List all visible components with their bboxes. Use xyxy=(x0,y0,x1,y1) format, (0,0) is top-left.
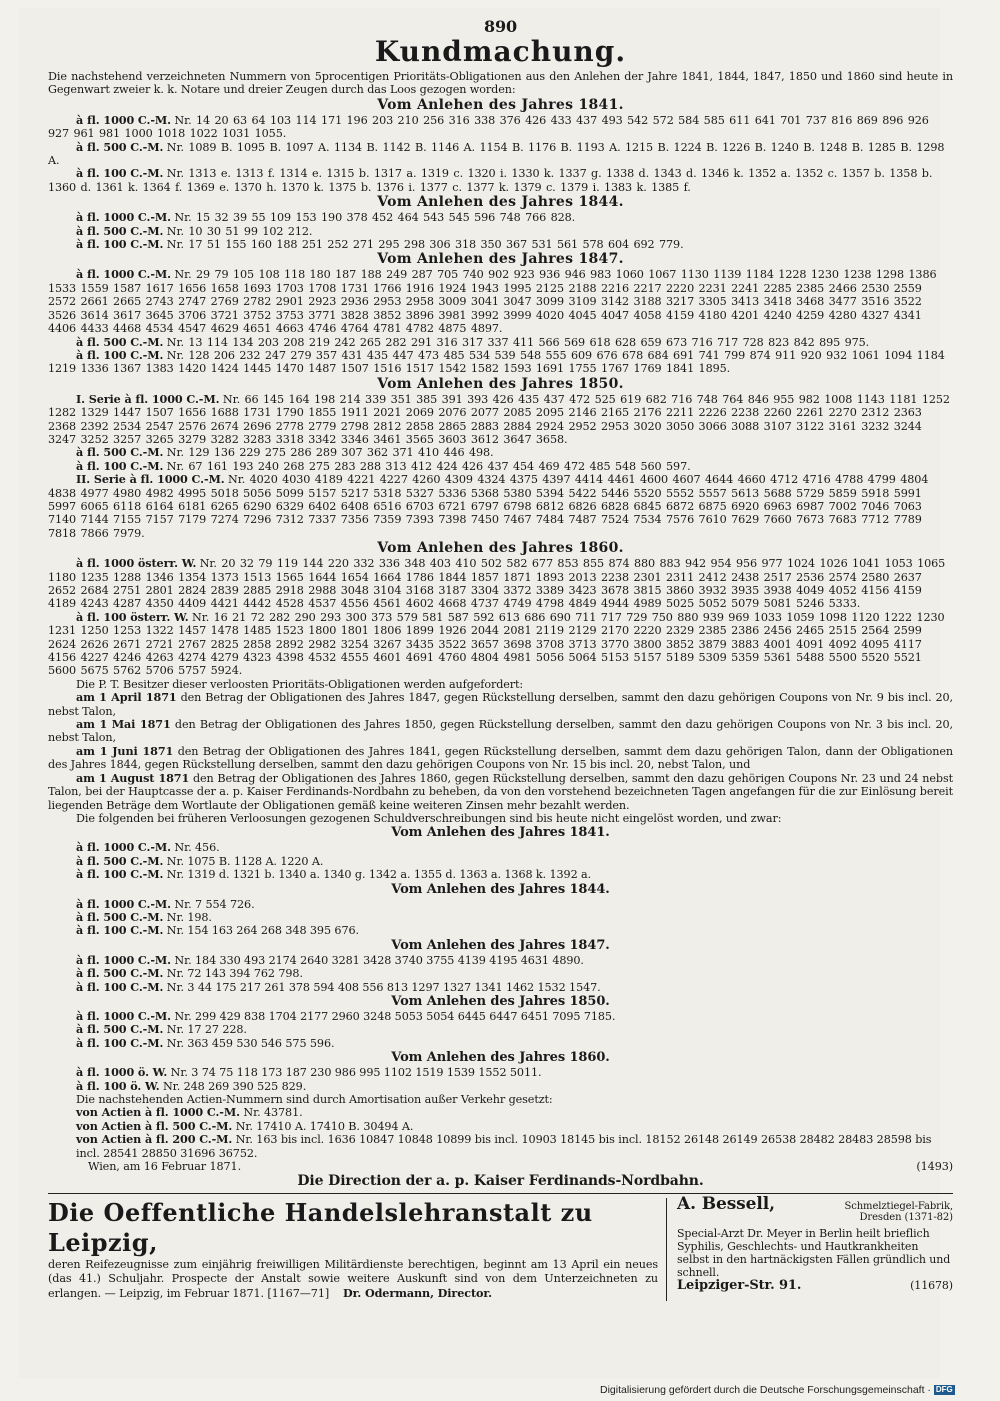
lot-numbers: Nr. 1089 B. 1095 B. 1097 A. 1134 B. 1142 B. 1146 A. 1154 B. 1176 B. 1193 A. 1215 B. 1224 B. 1226 B. 1240 B. 1248 B. 1285 B. 1298 A. xyxy=(48,140,945,168)
outstanding-label: à fl. 100 C.-M. xyxy=(76,923,164,938)
outstanding-numbers: Nr. 198. xyxy=(166,910,212,924)
intro-text: Die nachstehend verzeichneten Nummern von 5procentigen Prioritäts-Obligationen aus den Anlehen der Jahre 1841, 1844, 1847, 1850 und 1860 sind heute in Gegenwart zweier k. k. Notare und dreier Zeugen durch das Loos gezogen worden: xyxy=(48,70,953,97)
lot-numbers: Nr. 16 21 72 282 290 293 300 373 579 581 587 592 613 686 690 711 717 729 750 880 939 969 1033 1059 1098 1120 1222 1230 1231 1250 1253 1322 1457 1478 1485 1523 1800 1801 1806 1899 1926 2044 2081 2119 2129 2170 2220 2329 2385 2386 2456 2465 2515 2564 2599 2624 2626 2671 2721 2767 2825 2858 2892 2982 3254 3267 3435 3522 3657 3698 3708 3713 3770 3800 3852 3879 3883 4001 4091 4092 4095 4117 4156 4227 4246 4263 4274 4279 4323 4398 4532 4555 4601 4691 4760 4804 4981 5056 5064 5153 5157 5189 5309 5359 5361 5488 5500 5520 5521 5600 5675 5762 5706 5757 5924. xyxy=(48,610,945,678)
outstanding-label: à fl. 1000 ö. W. xyxy=(76,1065,168,1080)
outstanding-row xyxy=(76,868,953,881)
lot-label: à fl. 100 C.-M. xyxy=(76,347,164,362)
outstanding-label: à fl. 100 ö. W. xyxy=(76,1078,160,1093)
place-date: Wien, am 16 Februar 1871. xyxy=(88,1160,242,1174)
ad-body xyxy=(48,1258,658,1301)
outstanding-row xyxy=(76,981,953,994)
outstanding-label: à fl. 500 C.-M. xyxy=(76,853,164,868)
dfg-logo: DFG xyxy=(935,1385,953,1395)
redemption-text: den Betrag der Obligationen des Jahres 1850, gegen Rückstellung derselben, sammt den dazu gehörigen Coupons von Nr. 3 bis incl. 20, nebst Talon, xyxy=(48,718,953,745)
lot-label: à fl. 500 C.-M. xyxy=(76,139,164,154)
outstanding-row xyxy=(76,855,953,868)
actien-label: von Actien à fl. 500 C.-M. xyxy=(76,1118,233,1133)
advertisements xyxy=(48,1193,953,1301)
actien-row xyxy=(76,1106,953,1119)
actien-numbers: Nr. 43781. xyxy=(243,1106,303,1120)
redemption-item xyxy=(48,718,953,745)
lot-label: à fl. 1000 C.-M. xyxy=(76,267,171,282)
actien-row xyxy=(76,1133,953,1160)
lot-numbers: Nr. 67 161 193 240 268 275 283 288 313 412 424 426 437 454 469 472 485 548 560 597. xyxy=(166,459,691,473)
ad-handelslehranstalt xyxy=(48,1198,667,1301)
lot-numbers: Nr. 10 30 51 99 102 212. xyxy=(166,224,313,238)
lot-group xyxy=(48,393,953,447)
signoff xyxy=(88,1160,953,1173)
redemption-date: am 1 August 1871 xyxy=(76,770,190,785)
lot-label: à fl. 1000 C.-M. xyxy=(76,210,171,225)
lot-numbers: Nr. 14 20 63 64 103 114 171 196 203 210 256 316 338 376 426 433 437 493 542 572 584 585 611 641 701 737 816 869 896 926 927 961 981 1000 1018 1022 1031 1055. xyxy=(48,113,929,141)
lot-numbers: Nr. 129 136 229 275 286 289 307 362 371 410 446 498. xyxy=(166,446,494,460)
outstanding-label: à fl. 100 C.-M. xyxy=(76,979,164,994)
lot-numbers: Nr. 20 32 79 119 144 220 332 336 348 403 410 502 582 677 853 855 874 880 883 942 954 956 977 1024 1026 1041 1053 1065 1180 1235 1288 1346 1354 1373 1513 1565 1644 1654 1664 1786 1844 1857 1871 1893 2013 2238 2301 2311 2412 2438 2517 2536 2574 2580 2637 2652 2684 2751 2801 2824 2839 2885 2918 2988 3048 3104 3168 3187 3304 3372 3389 3423 3678 3815 3860 3932 3935 3938 4049 4052 4156 4159 4189 4243 4287 4350 4409 4421 4442 4528 4537 4556 4561 4602 4668 4737 4749 4798 4849 4944 4989 5025 5052 5079 5081 5246 5333. xyxy=(48,557,946,611)
outstanding-label: à fl. 1000 C.-M. xyxy=(76,840,171,855)
footer-text: Digitalisierung gefördert durch die Deutsche Forschungsgemeinschaft · xyxy=(600,1384,931,1396)
outstanding-numbers: Nr. 1075 B. 1128 A. 1220 A. xyxy=(166,854,324,868)
redemption-item xyxy=(48,691,953,718)
lot-group xyxy=(48,211,953,224)
ad-meyer-address: Leipziger-Str. 91. xyxy=(677,1277,802,1293)
ad-body-text: deren Reifezeugnisse zum einjährig freiwilligen Militärdienste berechtigen, beginnt am 13 April ein neues (das 41.) Schuljahr. Prospecte der Anstalt sowie weitere Auskunft sind von dem Unterzeichneten zu erlangen. — Leipzig, im Februar 1871. [1167—71] xyxy=(48,1257,658,1300)
ad-bessell-header xyxy=(677,1193,953,1223)
lot-group xyxy=(48,167,953,194)
lot-numbers: Nr. 66 145 164 198 214 339 351 385 391 393 426 435 437 472 525 619 682 716 748 764 846 955 982 1008 1143 1181 1252 1282 1329 1447 1507 1656 1688 1731 1790 1855 1911 2021 2069 2076 2077 2085 2095 2146 2165 2176 2211 2226 2238 2260 2261 2270 2312 2363 2368 2392 2534 2547 2576 2674 2696 2778 2779 2798 2812 2858 2865 2883 2884 2924 2952 2953 3020 3050 3066 3088 3107 3122 3161 3232 3244 3247 3252 3257 3265 3279 3282 3283 3318 3342 3346 3461 3565 3603 3612 3647 3658. xyxy=(48,392,950,446)
outstanding-numbers: Nr. 3 44 175 217 261 378 594 408 556 813 1297 1327 1341 1462 1532 1547. xyxy=(166,980,601,994)
page-number: 890 xyxy=(483,17,518,36)
ad-bessell-sub1: Schmelztiegel-Fabrik, xyxy=(844,1200,953,1212)
outstanding-numbers: Nr. 154 163 264 268 348 395 676. xyxy=(166,924,359,938)
lot-label: I. Serie à fl. 1000 C.-M. xyxy=(76,391,220,406)
divider xyxy=(48,1193,953,1194)
actien-row xyxy=(76,1120,953,1133)
redemption-date: am 1 Juni 1871 xyxy=(76,743,174,758)
outstanding-intro: Die folgenden bei früheren Verloosungen gezogenen Schuldverschreibungen sind bis heute nicht eingelöst worden, und zwar: xyxy=(76,811,782,825)
ad-bessell-sub xyxy=(844,1201,953,1223)
ad-meyer-text: Special-Arzt Dr. Meyer in Berlin heilt brieflich Syphilis, Geschlechts- und Hautkrankheiten selbst in den hartnäckigsten Fällen gründlich und schnell. xyxy=(677,1226,951,1279)
outstanding-row xyxy=(76,911,953,924)
outstanding-numbers: Nr. 72 143 394 762 798. xyxy=(166,967,303,981)
lot-group xyxy=(48,460,953,473)
ad-meyer-ref: (11678) xyxy=(910,1278,953,1292)
section-heading: Vom Anlehen des Jahres 1847. xyxy=(377,251,624,268)
outstanding-numbers: Nr. 299 429 838 1704 2177 2960 3248 5053 5054 6445 6447 6451 7095 7185. xyxy=(174,1009,616,1023)
outstanding-label: à fl. 500 C.-M. xyxy=(76,909,164,924)
actien-label: von Actien à fl. 1000 C.-M. xyxy=(76,1105,240,1120)
actien-numbers: Nr. 17410 A. 17410 B. 30494 A. xyxy=(235,1119,414,1133)
outstanding-numbers: Nr. 3 74 75 118 173 187 230 986 995 1102 1519 1539 1552 5011. xyxy=(170,1066,542,1080)
outstanding-row xyxy=(76,841,953,854)
draw-sections xyxy=(48,97,953,678)
ad-bessell xyxy=(667,1193,953,1301)
lot-group xyxy=(48,557,953,611)
outstanding-row xyxy=(76,1066,953,1079)
actien-list xyxy=(48,1106,953,1160)
outstanding-heading: Vom Anlehen des Jahres 1860. xyxy=(391,1050,610,1066)
lot-group xyxy=(48,611,953,678)
ad-signer: Dr. Odermann, Director. xyxy=(342,1285,492,1300)
outstanding-label: à fl. 500 C.-M. xyxy=(76,1022,164,1037)
lot-group xyxy=(48,446,953,459)
section-heading: Vom Anlehen des Jahres 1844. xyxy=(377,194,624,211)
lot-label: à fl. 100 C.-M. xyxy=(76,166,164,181)
outstanding-heading: Vom Anlehen des Jahres 1844. xyxy=(391,881,610,897)
lot-label: à fl. 100 C.-M. xyxy=(76,458,164,473)
outstanding-list xyxy=(48,825,953,1093)
lot-label: à fl. 1000 österr. W. xyxy=(76,556,197,571)
lot-label: à fl. 500 C.-M. xyxy=(76,223,164,238)
lot-numbers: Nr. 17 51 155 160 188 251 252 271 295 298 306 318 350 367 531 561 578 604 692 779. xyxy=(166,238,684,252)
ad-bessell-ref: (1371-82) xyxy=(904,1211,953,1223)
section-heading: Vom Anlehen des Jahres 1860. xyxy=(377,540,624,557)
outstanding-label: à fl. 1000 C.-M. xyxy=(76,1008,171,1023)
outstanding-numbers: Nr. 184 330 493 2174 2640 3281 3428 3740 3755 4139 4195 4631 4890. xyxy=(174,953,584,967)
outstanding-row xyxy=(76,898,953,911)
lot-label: à fl. 1000 C.-M. xyxy=(76,112,171,127)
lot-label: II. Serie à fl. 1000 C.-M. xyxy=(76,472,225,487)
lot-group xyxy=(48,349,953,376)
dfg-footer xyxy=(600,1383,996,1397)
outstanding-numbers: Nr. 7 554 726. xyxy=(174,897,255,911)
lot-group xyxy=(48,336,953,349)
redemption-text: den Betrag der Obligationen des Jahres 1860, gegen Rückstellung derselben, sammt den dazu gehörigen Coupons Nr. 23 und 24 nebst Talon, bei der Hauptcasse der a. p. Kaiser Ferdinands-Nordbahn zu beheben, da von den vorstehend bezeichneten Tagen angefangen für die zur Einlösung bereit liegenden Beträge dem Wortlaute der Obligationen gemäß keine weiteren Zinsen mehr bezahlt werden. xyxy=(48,771,953,812)
ad-meyer-footer xyxy=(677,1279,953,1292)
signature: Die Direction der a. p. Kaiser Ferdinands-Nordbahn. xyxy=(297,1173,704,1190)
lot-group xyxy=(48,141,953,168)
outstanding-row xyxy=(76,924,953,937)
ad-bessell-sub2: Dresden xyxy=(859,1211,902,1223)
actien-label: von Actien à fl. 200 C.-M. xyxy=(76,1132,233,1147)
lot-numbers: Nr. 29 79 105 108 118 180 187 188 249 287 705 740 902 923 936 946 983 1060 1067 1130 1139 1184 1228 1230 1238 1298 1386 1533 1559 1587 1617 1656 1658 1693 1703 1708 1731 1766 1916 1924 1943 1995 2125 2188 2216 2217 2220 2231 2241 2285 2385 2466 2530 2559 2572 2661 2665 2743 2747 2769 2782 2901 2923 2936 2953 2958 3009 3041 3047 3099 3109 3142 3188 3217 3305 3413 3418 3468 3477 3516 3522 3526 3614 3617 3645 3706 3721 3752 3753 3771 3828 3852 3896 3981 3992 3999 4020 4045 4047 4058 4159 4180 4201 4240 4259 4280 4327 4341 4406 4433 4468 4534 4547 4629 4651 4663 4746 4764 4781 4782 4875 4897. xyxy=(48,268,937,336)
lot-numbers: Nr. 128 206 232 247 279 357 431 435 447 473 485 534 539 548 555 609 676 678 684 691 741 799 874 911 920 932 1061 1094 1184 1219 1336 1367 1383 1420 1424 1445 1470 1487 1507 1516 1517 1542 1582 1593 1691 1755 1767 1769 1841 1895. xyxy=(48,348,945,376)
lot-group xyxy=(48,268,953,335)
page-title: Kundmachung. xyxy=(374,35,627,68)
outstanding-row xyxy=(76,954,953,967)
ad-bessell-name: A. Bessell, xyxy=(677,1193,775,1214)
actien-intro: Die nachstehenden Actien-Nummern sind durch Amortisation außer Verkehr gesetzt: xyxy=(76,1093,553,1106)
outstanding-row xyxy=(76,1023,953,1036)
lot-group xyxy=(48,238,953,251)
outstanding-label: à fl. 500 C.-M. xyxy=(76,966,164,981)
call-text: Die P. T. Besitzer dieser verloosten Prioritäts-Obligationen werden aufgefordert: xyxy=(76,677,524,691)
outstanding-label: à fl. 100 C.-M. xyxy=(76,1035,164,1050)
outstanding-numbers: Nr. 248 269 390 525 829. xyxy=(162,1079,307,1093)
outstanding-row xyxy=(76,1037,953,1050)
outstanding-row xyxy=(76,1010,953,1023)
lot-label: à fl. 100 C.-M. xyxy=(76,237,164,252)
outstanding-label: à fl. 100 C.-M. xyxy=(76,867,164,882)
outstanding-row xyxy=(76,967,953,980)
outstanding-numbers: Nr. 456. xyxy=(174,841,220,855)
lot-group xyxy=(48,114,953,141)
redemption-item xyxy=(48,745,953,772)
outstanding-heading: Vom Anlehen des Jahres 1847. xyxy=(391,937,610,953)
newspaper-sheet xyxy=(18,8,953,1378)
redemption-item xyxy=(48,772,953,812)
lot-label: à fl. 100 österr. W. xyxy=(76,609,189,624)
ad-headline: Die Oeffentliche Handelslehranstalt zu Leipzig, xyxy=(48,1197,593,1257)
redemption-text: den Betrag der Obligationen des Jahres 1841, gegen Rückstellung derselben, sammt dem dazu gehörigen Talon, dann der Obligationen des Jahres 1844, gegen Rückstellung derselben, sammt den dazu gehörigen Coupons von Nr. 15 bis incl. 20, nebst Talon, und xyxy=(48,744,953,772)
redemption-date: am 1 April 1871 xyxy=(76,690,177,705)
lot-numbers: Nr. 4020 4030 4189 4221 4227 4260 4309 4324 4375 4397 4414 4461 4600 4607 4644 4660 4712 4716 4788 4799 4804 4838 4977 4980 4982 4995 5018 5056 5099 5157 5217 5318 5327 5336 5368 5380 5394 5422 5446 5520 5552 5557 5613 5688 5729 5859 5918 5991 5997 6065 6118 6164 6181 6265 6290 6329 6402 6408 6516 6703 6721 6797 6798 6812 6826 6828 6845 6872 6875 6920 6963 6987 7002 7046 7063 7140 7144 7155 7157 7179 7274 7296 7312 7337 7356 7359 7393 7398 7450 7467 7484 7487 7524 7534 7576 7610 7629 7660 7673 7683 7712 7789 7818 7866 7979. xyxy=(48,473,929,540)
redemption-list xyxy=(48,691,953,812)
lot-numbers: Nr. 13 114 134 203 208 219 242 265 282 291 316 317 337 411 566 569 618 628 659 673 716 717 728 823 842 895 975. xyxy=(166,335,870,349)
outstanding-label: à fl. 1000 C.-M. xyxy=(76,952,171,967)
lot-label: à fl. 500 C.-M. xyxy=(76,334,164,349)
outstanding-heading: Vom Anlehen des Jahres 1841. xyxy=(391,825,610,841)
redemption-date: am 1 Mai 1871 xyxy=(76,717,171,732)
lot-label: à fl. 500 C.-M. xyxy=(76,445,164,460)
outstanding-numbers: Nr. 1319 d. 1321 b. 1340 a. 1340 g. 1342 a. 1355 d. 1363 a. 1368 k. 1392 a. xyxy=(166,868,592,882)
outstanding-heading: Vom Anlehen des Jahres 1850. xyxy=(391,993,610,1009)
lot-group xyxy=(48,225,953,238)
outstanding-row xyxy=(76,1080,953,1093)
outstanding-numbers: Nr. 363 459 530 546 575 596. xyxy=(166,1036,335,1050)
lot-numbers: Nr. 15 32 39 55 109 153 190 378 452 464 543 545 596 748 766 828. xyxy=(174,211,576,225)
outstanding-numbers: Nr. 17 27 228. xyxy=(166,1023,247,1037)
page-content xyxy=(48,18,953,1301)
reference-number: (1493) xyxy=(916,1160,953,1174)
lot-numbers: Nr. 1313 e. 1313 f. 1314 e. 1315 b. 1317 a. 1319 c. 1320 i. 1330 k. 1337 g. 1338 d. 1343 d. 1346 k. 1352 a. 1352 c. 1357 b. 1358 b. 1360 d. 1361 k. 1364 f. 1369 e. 1370 h. 1370 k. 1375 b. 1376 i. 1377 c. 1377 k. 1379 c. 1379 i. 1383 k. 1385 f. xyxy=(48,167,933,194)
actien-numbers: Nr. 163 bis incl. 1636 10847 10848 10899 bis incl. 10903 18145 bis incl. 18152 26148 26149 26538 28482 28483 28598 bis incl. 28541 28850 31696 36752. xyxy=(76,1133,932,1160)
section-heading: Vom Anlehen des Jahres 1850. xyxy=(377,375,624,392)
lot-group xyxy=(48,473,953,540)
redemption-text: den Betrag der Obligationen des Jahres 1847, gegen Rückstellung derselben, sammt den dazu gehörigen Coupons von Nr. 9 bis incl. 20, nebst Talon, xyxy=(48,691,953,718)
outstanding-label: à fl. 1000 C.-M. xyxy=(76,896,171,911)
section-heading: Vom Anlehen des Jahres 1841. xyxy=(377,96,624,113)
